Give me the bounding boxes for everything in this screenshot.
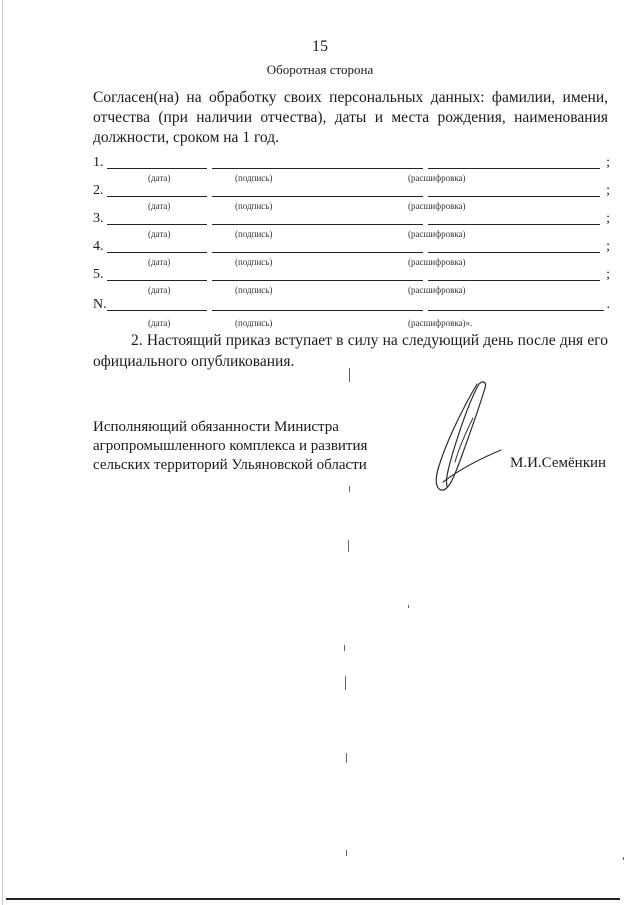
decoding-caption: (расшифровка)». <box>408 318 473 328</box>
signature-line <box>212 168 423 169</box>
row-number: 2. <box>93 183 104 198</box>
date-caption: (дата) <box>148 285 171 295</box>
date-caption: (дата) <box>148 229 171 239</box>
signature-caption: (подпись) <box>235 201 273 211</box>
row-number: 5. <box>93 267 104 282</box>
scan-speck <box>348 540 349 552</box>
signature-row <box>93 183 610 199</box>
scan-speck <box>349 486 350 492</box>
signature-caption: (подпись) <box>235 318 273 328</box>
scan-speck <box>623 857 624 860</box>
date-caption: (дата) <box>148 318 171 328</box>
decoding-line <box>428 280 600 281</box>
decoding-line <box>428 196 600 197</box>
row-terminator: ; <box>606 211 610 226</box>
row-terminator: ; <box>606 155 610 170</box>
row-terminator: ; <box>606 183 610 198</box>
handwritten-signature <box>425 378 515 496</box>
date-line <box>107 252 207 253</box>
signer-title-line: Исполняющий обязанности Министра <box>93 419 339 435</box>
date-line <box>107 310 207 311</box>
scan-speck <box>346 753 347 763</box>
signature-line <box>212 224 423 225</box>
scan-speck <box>345 676 346 690</box>
signer-title-line: агропромышленного комплекса и развития <box>93 438 368 454</box>
signature-line <box>212 196 423 197</box>
signature-caption: (подпись) <box>235 173 273 183</box>
row-number: 1. <box>93 155 104 170</box>
signature-row <box>93 267 610 283</box>
decoding-caption: (расшифровка) <box>408 229 466 239</box>
page-number: 15 <box>312 38 328 55</box>
row-terminator: . <box>606 297 610 312</box>
decoding-line <box>428 224 600 225</box>
signature-line <box>212 280 423 281</box>
decoding-line <box>428 168 600 169</box>
scan-left-edge <box>2 0 3 905</box>
row-number: 3. <box>93 211 104 226</box>
date-line <box>107 196 207 197</box>
decoding-caption: (расшифровка) <box>408 173 466 183</box>
signature-caption: (подпись) <box>235 285 273 295</box>
decoding-line <box>428 310 604 311</box>
date-line <box>107 280 207 281</box>
signature-caption: (подпись) <box>235 229 273 239</box>
decoding-line <box>428 252 600 253</box>
signature-line <box>212 310 423 311</box>
date-line <box>107 224 207 225</box>
signer-name: М.И.Семёнкин <box>510 455 607 471</box>
row-terminator: ; <box>606 239 610 254</box>
date-caption: (дата) <box>148 257 171 267</box>
caption-row <box>93 285 610 297</box>
caption-row <box>93 318 610 330</box>
row-terminator: ; <box>606 267 610 282</box>
scan-speck <box>346 850 347 856</box>
signature-line <box>212 252 423 253</box>
signature-row <box>93 297 610 313</box>
decoding-caption: (расшифровка) <box>408 257 466 267</box>
signature-row <box>93 155 610 171</box>
date-line <box>107 168 207 169</box>
signature-row <box>93 211 610 227</box>
signer-title-line: сельских территорий Ульяновской области <box>93 457 367 473</box>
row-number: N. <box>93 297 107 312</box>
consent-paragraph: Согласен(на) на обработку своих персональных данных: фамилии, имени, отчества (при наличии отчества), даты и места рождения, наименования должности, сроком на 1 год. <box>93 89 608 146</box>
scan-speck <box>344 645 345 651</box>
clause-2-paragraph: 2. Настоящий приказ вступает в силу на следующий день после дня его официального опубликования. <box>93 332 608 370</box>
page-side-label: Оборотная сторона <box>266 62 374 77</box>
scan-speck <box>349 368 350 382</box>
row-number: 4. <box>93 239 104 254</box>
signature-row <box>93 239 610 255</box>
date-caption: (дата) <box>148 173 171 183</box>
scan-speck <box>408 605 409 608</box>
date-caption: (дата) <box>148 201 171 211</box>
page-bottom-rule <box>6 898 620 900</box>
signature-caption: (подпись) <box>235 257 273 267</box>
decoding-caption: (расшифровка) <box>408 201 466 211</box>
signer-title <box>93 418 393 475</box>
decoding-caption: (расшифровка) <box>408 285 466 295</box>
